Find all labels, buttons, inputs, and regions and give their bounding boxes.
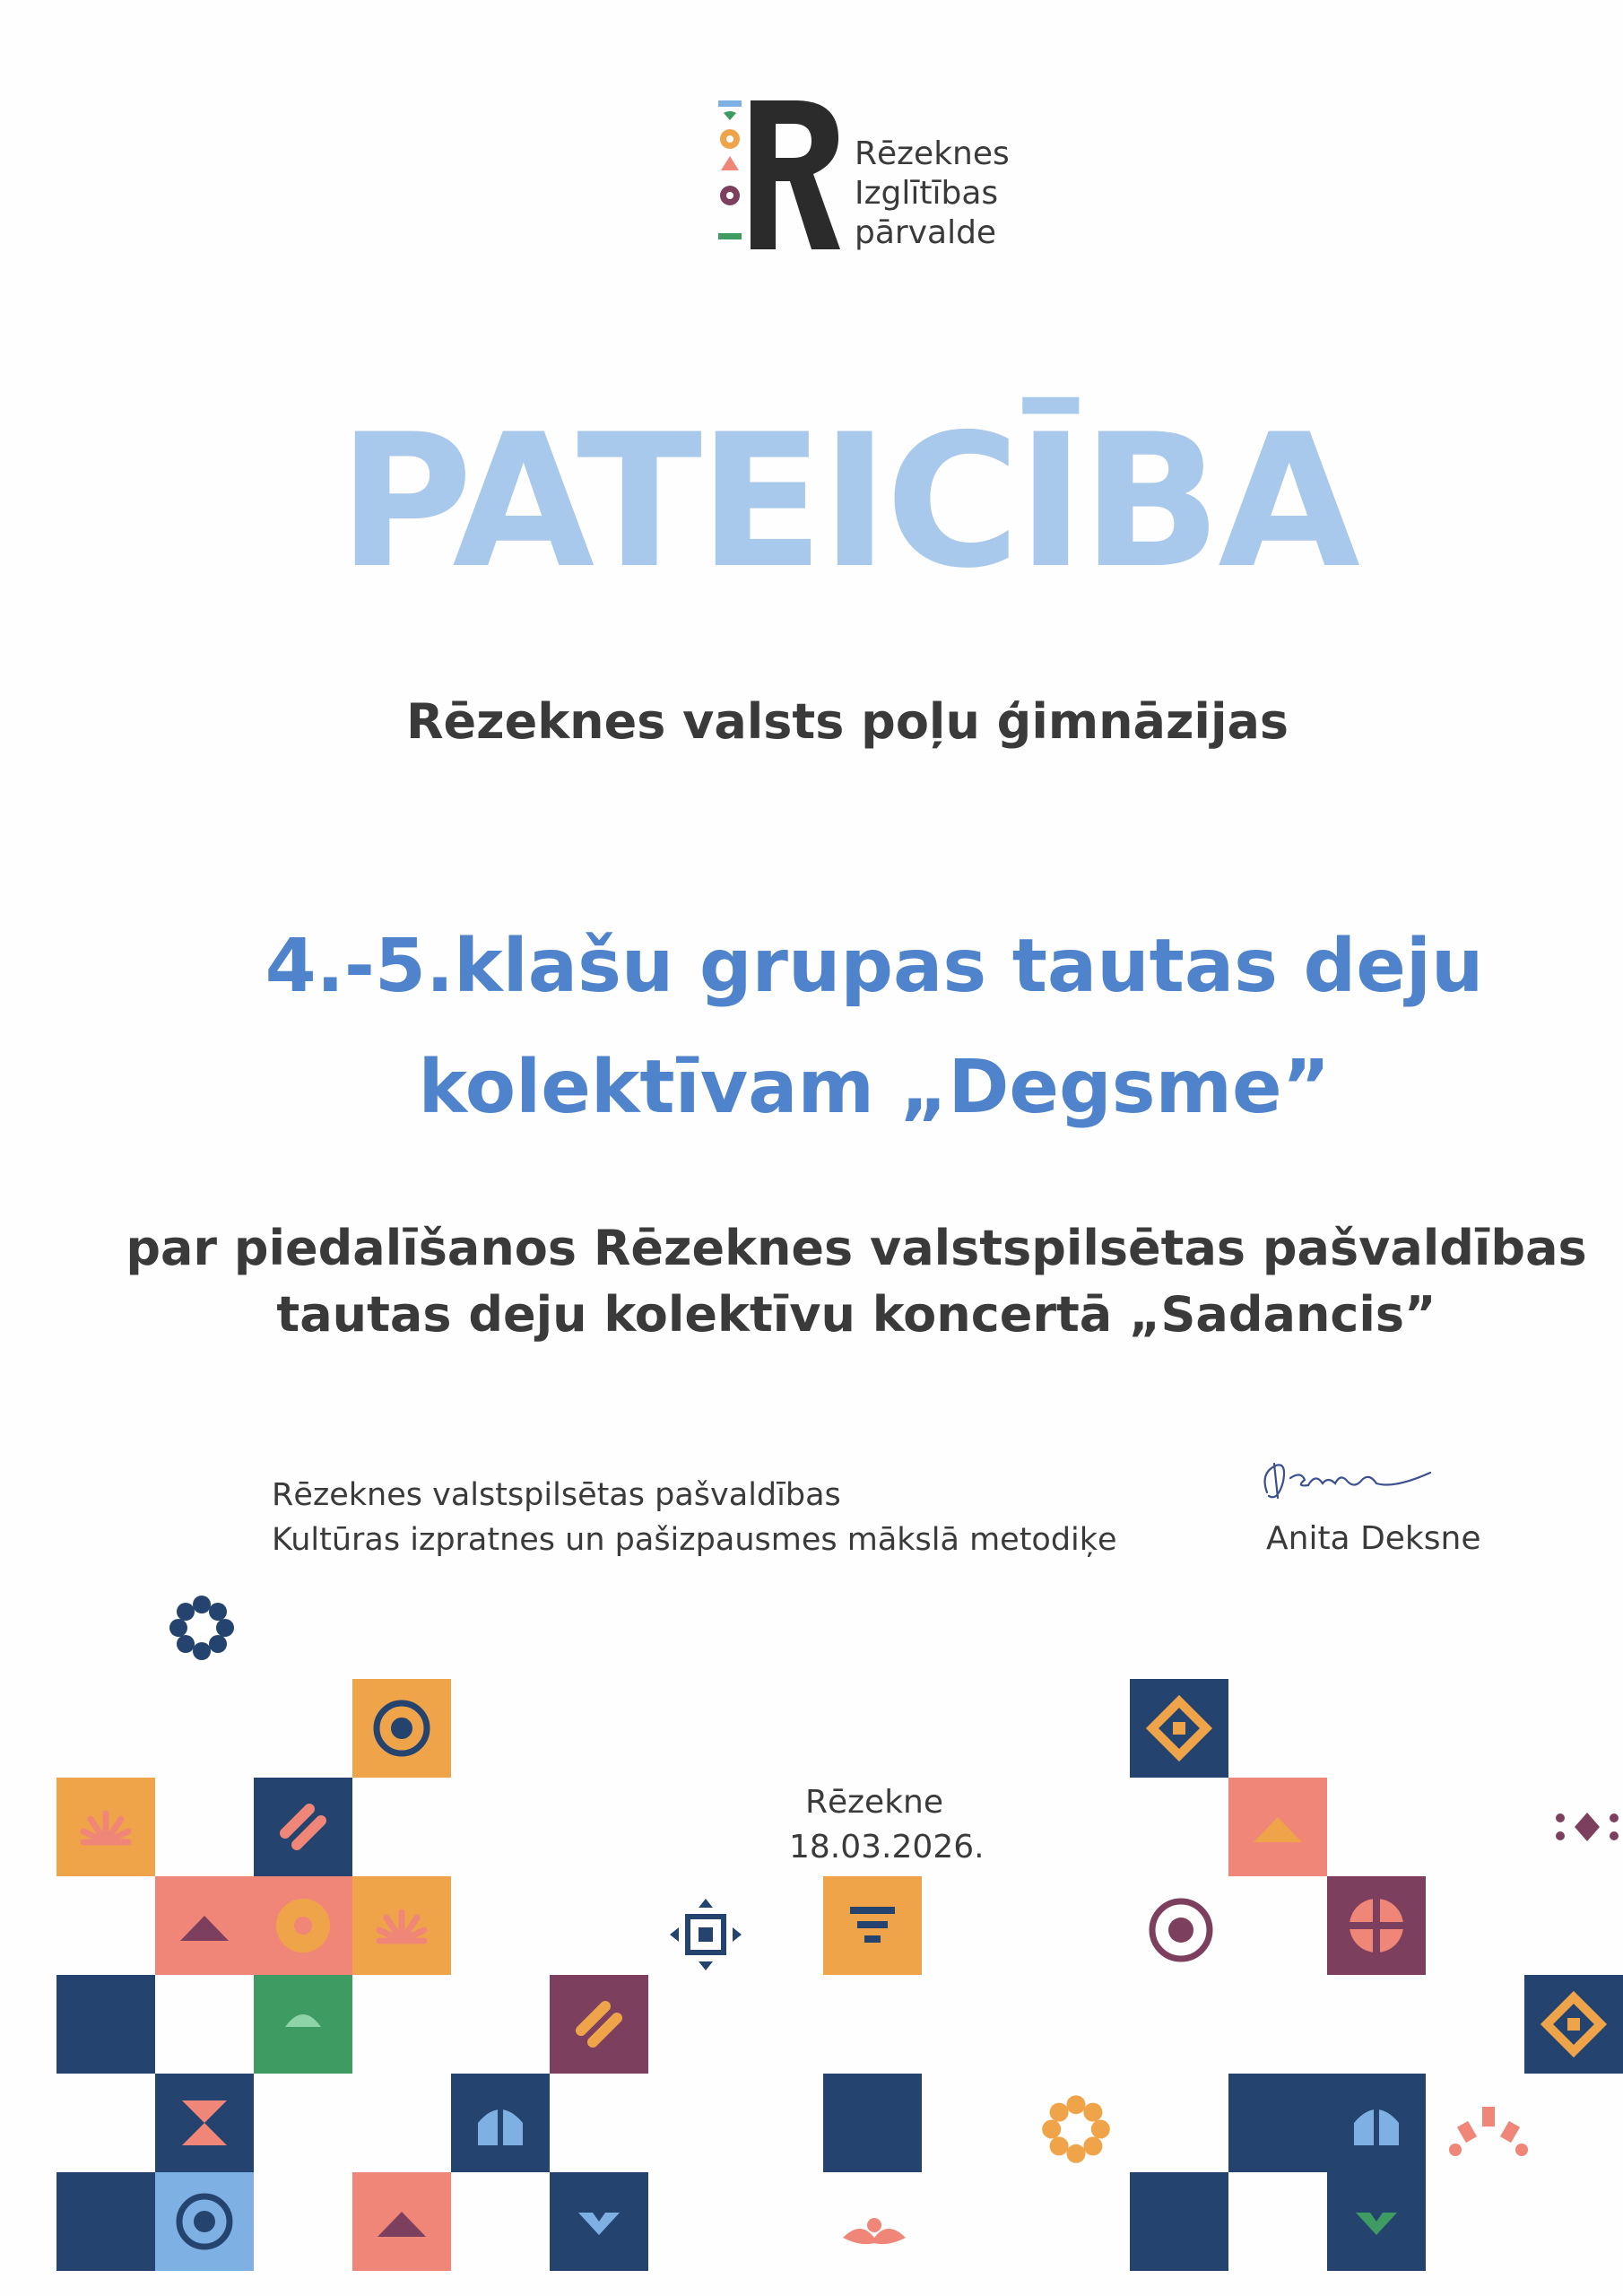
recipient-line-2: kolektīvam „Degsme” — [418, 1045, 1331, 1130]
tile-orange-stack-icon — [823, 1876, 922, 1975]
tile-navy-cross-icon — [155, 2074, 254, 2172]
tile-navy-arch-icon — [451, 2074, 550, 2172]
logo-line-1: Rēzeknes — [855, 135, 1010, 172]
tile-navy-diamond-2-icon — [1524, 1975, 1623, 2074]
ornament-circle-icon — [1143, 1892, 1219, 1968]
recipient-name — [0, 906, 1623, 1148]
tile-navy-plain-5 — [1130, 2172, 1228, 2271]
tile-navy-leaf-icon — [1327, 2172, 1426, 2271]
reason-line-2: tautas deju kolektīvu koncertā „Sadancis” — [276, 1286, 1436, 1343]
tile-orange-fan-2-icon — [352, 1876, 451, 1975]
reason-text — [0, 1215, 1623, 1348]
tile-navy-plain-3 — [823, 2074, 922, 2172]
tile-navy-plain-2 — [56, 2172, 155, 2271]
recipient-line-1: 4.-5.klašu grupas tautas deju — [265, 924, 1484, 1009]
recipient-org: Rēzeknes valsts poļu ģimnāzijas — [405, 693, 1289, 750]
tile-orange-circle-icon — [352, 1679, 451, 1778]
signer-org-line-1: Rēzeknes valstspilsētas pašvaldības — [272, 1477, 841, 1513]
place-date — [789, 1780, 985, 1870]
ornament-dots-icon — [1551, 1807, 1623, 1847]
reason-line-1: par piedalīšanos Rēzeknes valstspilsētas pašvaldības — [126, 1220, 1587, 1276]
tile-navy-diagonal-icon — [254, 1778, 352, 1876]
date: 18.03.2026. — [789, 1829, 985, 1866]
ornament-arrows-icon — [668, 1897, 743, 1972]
tile-salmon-mountain-icon — [1228, 1778, 1327, 1876]
tile-navy-heart-icon — [550, 2172, 648, 2271]
tile-salmon-triangle-icon — [155, 1876, 254, 1975]
tile-salmon-flower-icon — [254, 1876, 352, 1975]
signer-organization — [272, 1473, 1117, 1562]
ornament-orange-flower-icon — [1038, 2092, 1114, 2167]
tile-green-leaf-icon — [254, 1975, 352, 2074]
ornament-fan-icon — [1448, 2103, 1529, 2157]
tile-plum-cross-circle-icon — [1327, 1876, 1426, 1975]
tile-navy-plain-4 — [1228, 2074, 1327, 2172]
signer-org-line-2: Kultūras izpratnes un pašizpausmes mākslā metodiķe — [272, 1522, 1117, 1558]
tile-plum-diagonal-icon — [550, 1975, 648, 2074]
tile-lightblue-circle-icon — [155, 2172, 254, 2271]
ornament-flower-icon — [166, 1592, 238, 1664]
page-title: PATEICĪBA — [338, 396, 1357, 609]
place: Rēzekne — [804, 1784, 944, 1821]
handwritten-signature — [1251, 1446, 1448, 1518]
ornament-lotus-icon — [834, 2211, 915, 2256]
tile-navy-arch-2-icon — [1327, 2074, 1426, 2172]
logo-line-3: pārvalde — [855, 214, 997, 251]
signer-name: Anita Deksne — [1266, 1520, 1481, 1557]
tile-navy-diamond-icon — [1130, 1679, 1228, 1778]
logo-text — [855, 135, 1010, 253]
tile-navy-plain — [56, 1975, 155, 2074]
tile-salmon-triangle-2-icon — [352, 2172, 451, 2271]
logo — [713, 99, 847, 251]
logo-line-2: Izglītības — [855, 175, 999, 212]
tile-orange-fan-icon — [56, 1778, 155, 1876]
